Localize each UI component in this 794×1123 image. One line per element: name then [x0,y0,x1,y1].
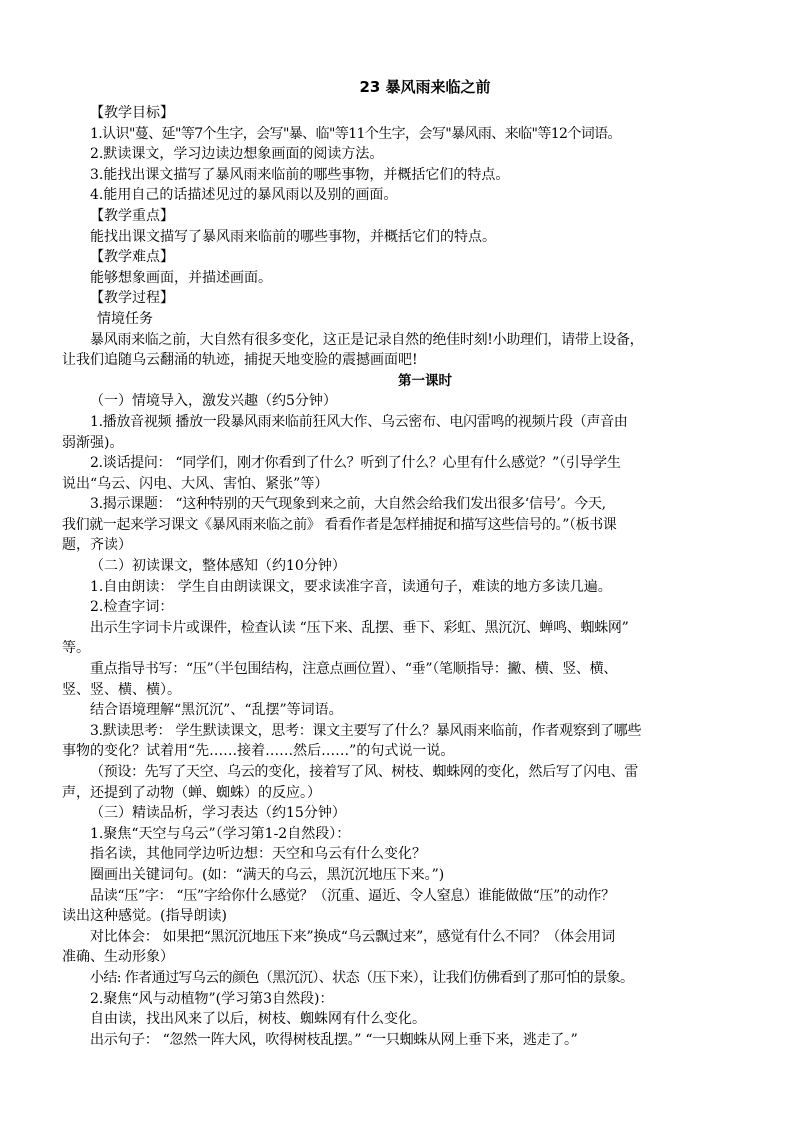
step-2-2: 2.检查字词： [90,599,174,616]
section-label-difficulties: 【教学难点】 [90,249,174,266]
step-2-2-detail-line-1: 出示生字词卡片或课件，检查认读 “压下来、乱摆、垂下、彩虹、黑沉沉、蝉鸣、蜘蛛网” [90,619,629,636]
step-3-2-sentences: 出示句子： “忽然一阵大风，吹得树枝乱摆。” “一只蜘蛛从网上垂下来，逃走了。” [90,1031,578,1048]
step-3-1-savor-line-1: 品读“压”字： “压”字给你什么感觉？（沉重、逼近、令人窒息）谁能做做“压”的动作？ [90,887,615,904]
step-2-2-vocab: 结合语境理解“黑沉沉”、“乱摆”等词语。 [90,702,343,719]
step-3-1: 1.聚焦“天空与乌云”（学习第1-2自然段）： [90,825,351,842]
scenario-text-line-2: 让我们追随乌云翻涌的轨迹，捕捉天地变脸的震撼画面吧! [62,352,418,369]
section-label-process: 【教学过程】 [90,290,174,307]
step-3-1-read: 指名读，其他同学边听边想：天空和乌云有什么变化？ [90,846,426,863]
step-1-2-line-2: 说出“乌云、闪电、大风、害怕、紧张”等） [62,475,329,492]
step-1-1-line-2: 弱渐强)。 [62,434,124,451]
step-1-3-line-1: 3.揭示课题： “这种特别的天气现象到来之前，大自然会给我们发出很多‘信号’。今天, [90,496,606,513]
section-label-key-points: 【教学重点】 [90,207,174,224]
step-1-1-line-1: 1.播放音视频 播放一段暴风雨来临前狂风大作、乌云密布、电闪雷鸣的视频片段（声音由 [90,413,628,430]
objective-1: 1.认识"蔓、延"等7个生字，会写"暴、临"等11个生字，会写"暴风雨、来临"等12个词语。 [90,125,621,142]
step-2-2-writing-line-1: 重点指导书写：“压”（半包围结构，注意点画位置）、“垂”（笔顺指导：撇、横、竖、横、 [90,661,618,678]
scenario-text-line-1: 暴风雨来临之前，大自然有很多变化，这正是记录自然的绝佳时刻!小助理们，请带上设备， [90,331,644,348]
step-3-2-read: 自由读，找出风来了以后，树枝、蜘蛛网有什么变化。 [90,1011,426,1028]
step-3-1-mark: 圈画出关键词句。(如：“满天的乌云，黑沉沉地压下来。”) [90,866,445,883]
step-3-1-summary: 小结: 作者通过写乌云的颜色（黑沉沉）、状态（压下来），让我们仿佛看到了那可怕的景象。 [90,969,634,986]
step-2-3-preset-line-2: 声，还提到了动物（蝉、蜘蛛）的反应。） [62,784,321,801]
objective-4: 4.能用自己的话描述见过的暴风雨以及别的画面。 [90,187,398,204]
step-1-3-line-3: 题，齐读） [62,537,132,554]
difficulty-text: 能够想象画面，并描述画面。 [90,269,272,286]
document-title: 23 暴风雨来临之前 [359,78,491,96]
step-2-3-line-2: 事物的变化？试着用“先……接着……然后……”的句式说一说。 [62,743,455,760]
step-1-heading: （一）情境导入，激发兴趣（约5分钟） [90,393,337,410]
step-3-2: 2.聚焦“风与动植物”(学习第3自然段)： [90,990,334,1007]
step-2-heading: （二）初读课文，整体感知（约10分钟） [90,558,346,575]
step-2-1: 1.自由朗读： 学生自由朗读课文，要求读准字音，读通句子，难读的地方多读几遍。 [90,578,612,595]
step-2-3-preset-line-1: （预设：先写了天空、乌云的变化，接着写了风、树枝、蜘蛛网的变化，然后写了闪电、雷 [90,764,638,780]
step-1-2-line-1: 2.谈话提问： “同学们，刚才你看到了什么？听到了什么？心里有什么感觉？”（引导学生 [90,455,621,472]
document-body [62,77,760,1050]
step-2-2-detail-line-2: 等。 [62,640,90,657]
key-point-text: 能找出课文描写了暴风雨来临前的哪些事物，并概括它们的特点。 [90,228,496,245]
section-label-objectives: 【教学目标】 [90,105,174,121]
step-3-1-savor-line-2: 读出这种感觉。(指导朗读) [62,908,227,925]
step-2-2-writing-line-2: 竖、竖、横、横）。 [62,681,181,698]
scenario-task-label: 情境任务 [97,310,153,327]
step-3-1-compare-line-2: 准确、生动形象） [62,949,174,966]
lesson-one-heading: 第一课时 [398,372,452,389]
step-3-1-compare-line-1: 对比体会： 如果把“黑沉沉地压下来”换成“乌云飘过来”，感觉有什么不同？（体会用词 [90,928,615,945]
step-2-3-line-1: 3.默读思考： 学生默读课文，思考：课文主要写了什么？暴风雨来临前，作者观察到了哪些 [90,722,642,739]
objective-2: 2.默读课文，学习边读边想象画面的阅读方法。 [90,146,384,163]
step-3-heading: （三）精读品析，学习表达（约15分钟） [90,805,346,822]
step-1-3-line-2: 我们就一起来学习课文《暴风雨来临之前》 看看作者是怎样捕捉和描写这些信号的。”（板书课 [62,516,617,533]
objective-3: 3.能找出课文描写了暴风雨来临前的哪些事物，并概括它们的特点。 [90,166,510,183]
